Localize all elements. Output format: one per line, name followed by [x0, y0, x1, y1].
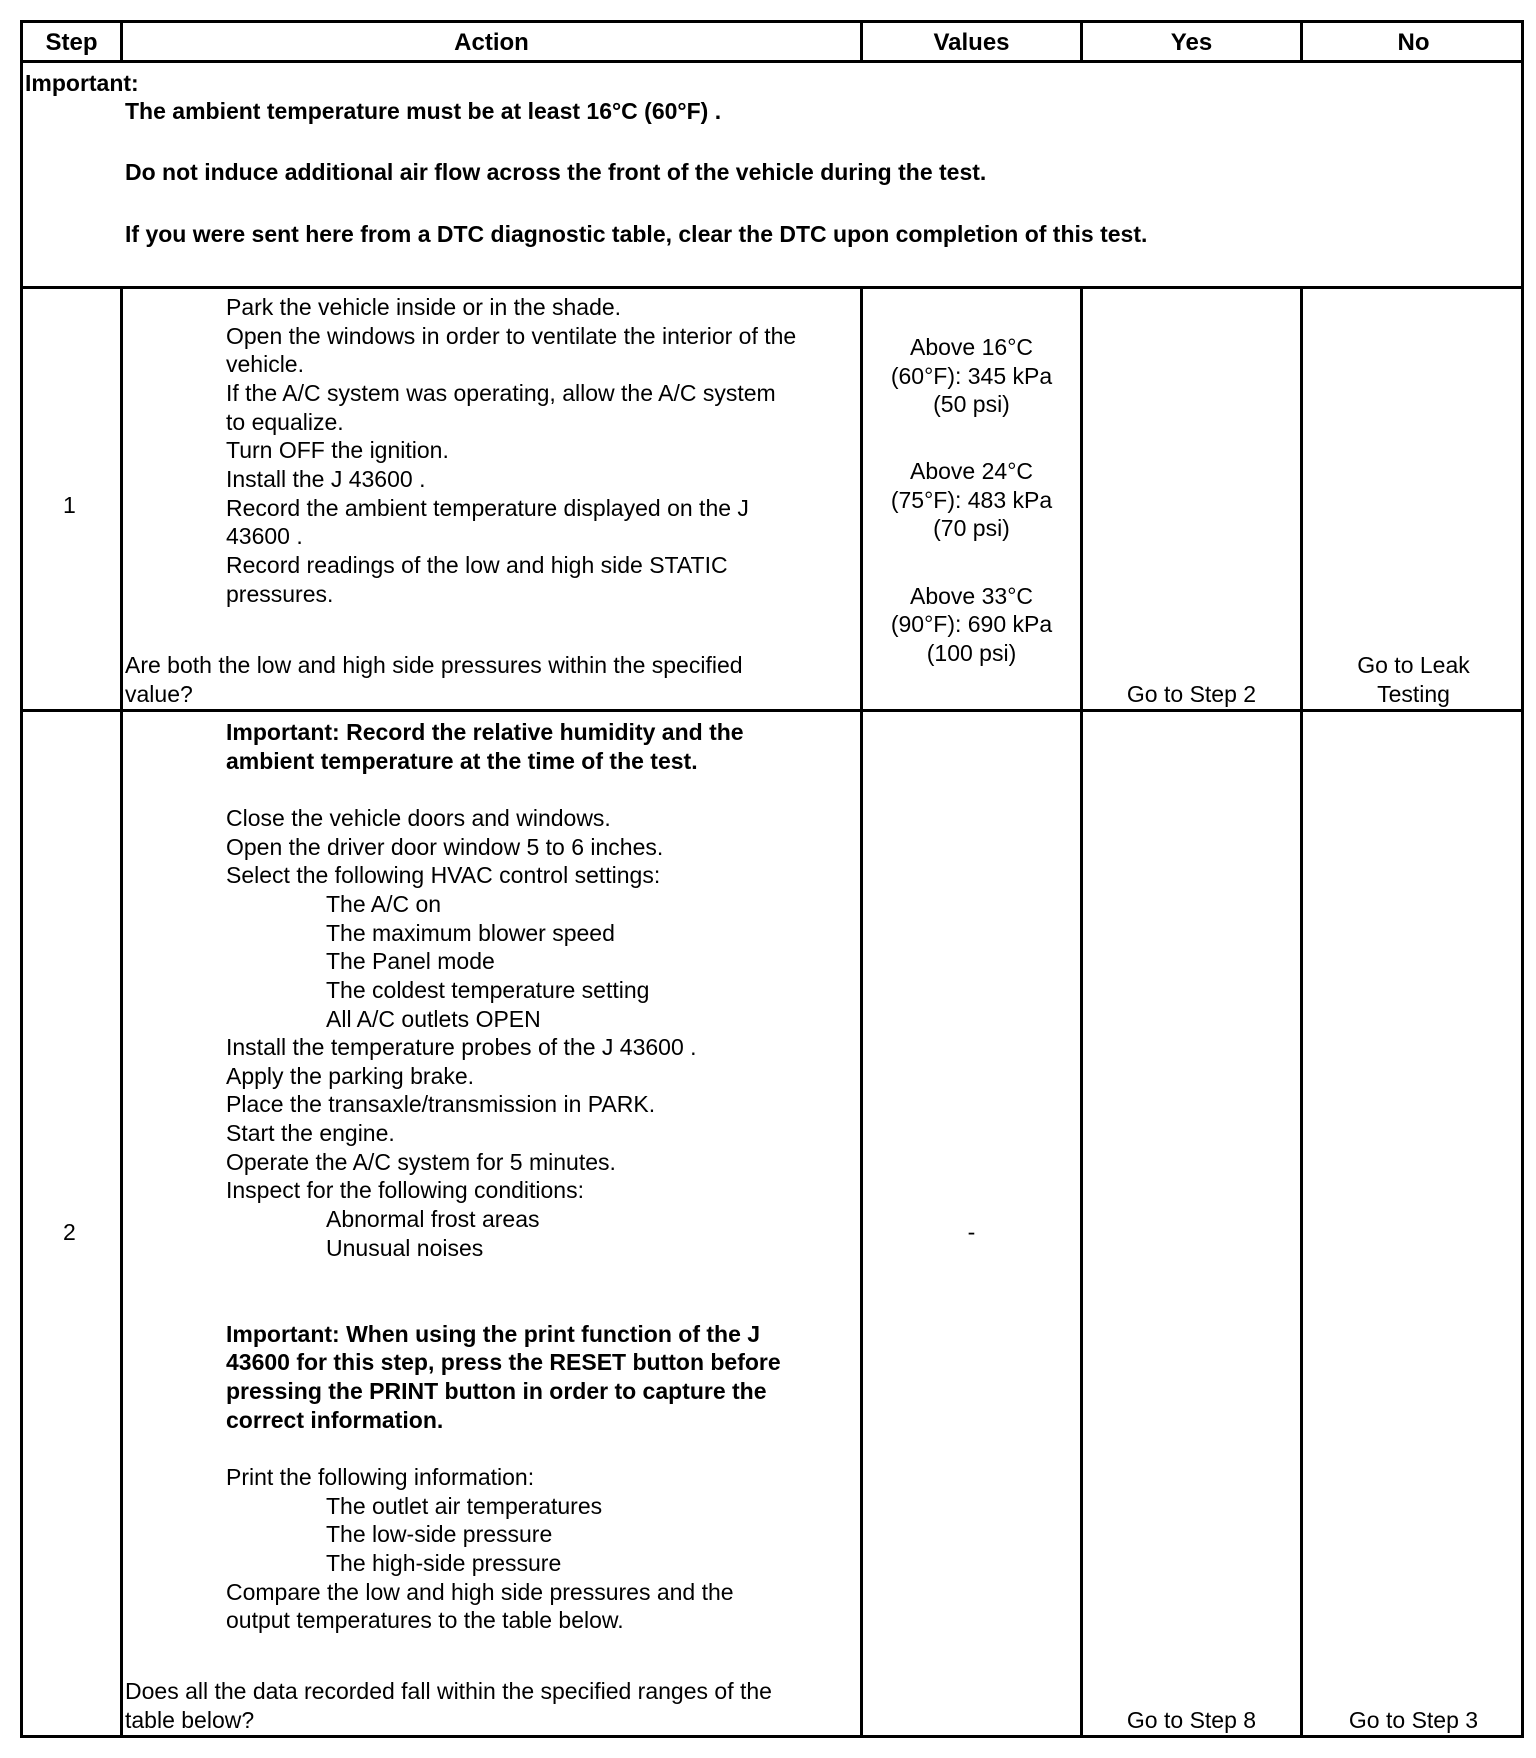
hvac-setting: The coldest temperature setting [326, 977, 650, 1003]
header-yes: Yes [1170, 29, 1213, 56]
column-divider [1300, 289, 1303, 1735]
step2-important: Important: Record the relative humidity and the [226, 719, 744, 745]
step2-question: Does all the data recorded fall within the specified ranges of the [125, 1678, 772, 1704]
step2-important: Important: When using the print function of the J [226, 1321, 761, 1347]
column-divider [1080, 289, 1083, 1735]
action-line: Open the windows in order to ventilate the interior of the [226, 323, 797, 349]
important-note: Do not induce additional air flow across the front of the vehicle during the test. [125, 159, 987, 185]
step2-important: ambient temperature at the time of the test. [226, 748, 698, 774]
step1-question: Are both the low and high side pressures within the specified [125, 652, 743, 678]
value-line: (75°F): 483 kPa [890, 487, 1053, 513]
hvac-setting: The Panel mode [326, 948, 495, 974]
value-line: (90°F): 690 kPa [890, 611, 1053, 637]
important-note: The ambient temperature must be at least 16°C (60°F) . [125, 98, 722, 124]
action-line: Install the J 43600 . [226, 466, 426, 492]
action-line: Turn OFF the ignition. [226, 437, 449, 463]
step2-important: correct information. [226, 1407, 444, 1433]
hvac-setting: All A/C outlets OPEN [326, 1006, 541, 1032]
action-line: Inspect for the following conditions: [226, 1177, 584, 1203]
action-line: Apply the parking brake. [226, 1063, 475, 1089]
step1-no: Testing [1377, 681, 1450, 707]
step2-question: table below? [125, 1707, 255, 1733]
print-item: The high-side pressure [326, 1550, 562, 1576]
condition-item: Unusual noises [326, 1235, 484, 1261]
header-values: Values [933, 29, 1010, 56]
condition-item: Abnormal frost areas [326, 1206, 540, 1232]
action-line: vehicle. [226, 351, 304, 377]
value-line: (70 psi) [933, 515, 1010, 541]
value-line: (100 psi) [926, 640, 1017, 666]
hvac-setting: The A/C on [326, 891, 442, 917]
action-line: to equalize. [226, 409, 344, 435]
hvac-setting: The maximum blower speed [326, 920, 615, 946]
step-number: 2 [63, 1219, 76, 1245]
step2-yes: Go to Step 8 [1126, 1707, 1257, 1733]
value-line: Above 24°C [910, 458, 1033, 484]
header-no: No [1397, 29, 1430, 56]
action-line: Place the transaxle/transmission in PARK. [226, 1091, 656, 1117]
important-label: Important: [25, 70, 139, 96]
action-line: Close the vehicle doors and windows. [226, 805, 611, 831]
action-line: Park the vehicle inside or in the shade. [226, 294, 622, 320]
print-item: The outlet air temperatures [326, 1493, 603, 1519]
action-line: Install the temperature probes of the J 43600 . [226, 1034, 697, 1060]
action-line: Record readings of the low and high side STATIC [226, 552, 728, 578]
action-line: If the A/C system was operating, allow the A/C system [226, 380, 776, 406]
value-line: Above 33°C [910, 583, 1033, 609]
row-divider [23, 709, 1521, 712]
action-line: Open the driver door window 5 to 6 inches. [226, 834, 664, 860]
action-line: pressures. [226, 581, 334, 607]
action-line: Compare the low and high side pressures and the [226, 1579, 734, 1605]
action-line: Start the engine. [226, 1120, 395, 1146]
step-number: 1 [63, 492, 76, 518]
step1-question: value? [125, 681, 193, 707]
diagnostic-table [20, 20, 1524, 1738]
header-action: Action [454, 29, 529, 56]
step2-important: pressing the PRINT button in order to capture the [226, 1378, 767, 1404]
action-line: output temperatures to the table below. [226, 1607, 624, 1633]
action-line: Print the following information: [226, 1464, 535, 1490]
step2-values: - [967, 1219, 976, 1245]
action-line: Record the ambient temperature displayed on the J [226, 495, 749, 521]
action-line: Select the following HVAC control settings: [226, 862, 661, 888]
row-divider [23, 286, 1521, 289]
step1-no: Go to Leak [1357, 652, 1470, 678]
value-line: (50 psi) [933, 391, 1010, 417]
action-line: 43600 . [226, 523, 303, 549]
step1-yes: Go to Step 2 [1126, 681, 1257, 707]
step2-important: 43600 for this step, press the RESET button before [226, 1349, 781, 1375]
action-line: Operate the A/C system for 5 minutes. [226, 1149, 616, 1175]
step2-no: Go to Step 3 [1348, 1707, 1479, 1733]
header-step: Step [45, 29, 98, 56]
important-note: If you were sent here from a DTC diagnostic table, clear the DTC upon completion of this test. [125, 221, 1148, 247]
value-line: Above 16°C [910, 334, 1033, 360]
value-line: (60°F): 345 kPa [890, 363, 1053, 389]
print-item: The low-side pressure [326, 1521, 553, 1547]
